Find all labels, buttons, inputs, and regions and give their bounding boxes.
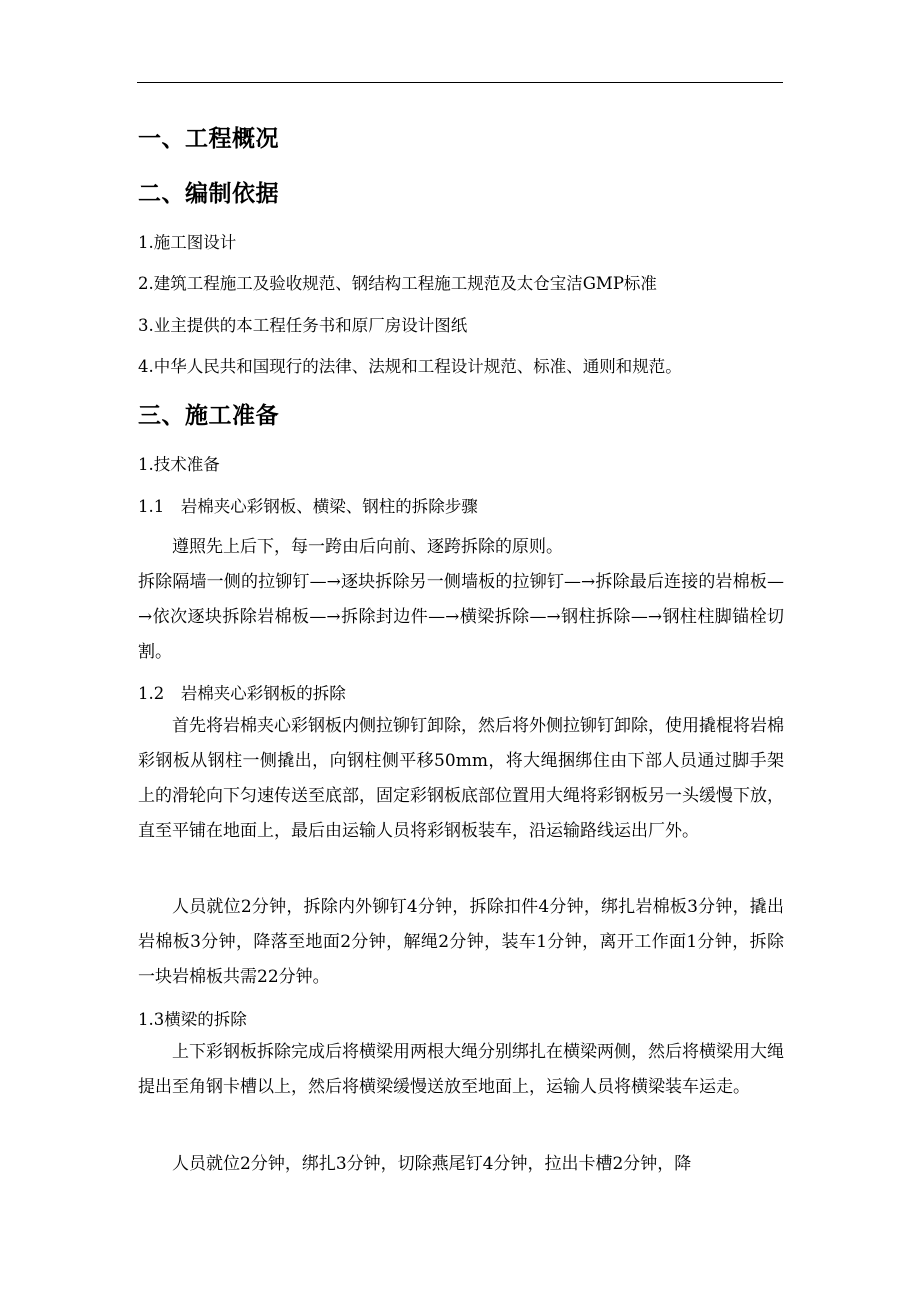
header-rule bbox=[137, 82, 783, 83]
basis-item-3: 3.业主提供的本工程任务书和原厂房设计图纸 bbox=[138, 316, 468, 335]
heading-preparation: 三、施工准备 bbox=[138, 403, 279, 429]
paragraph-panel-removal: 首先将岩棉夹心彩钢板内侧拉铆钉卸除，然后将外侧拉铆钉卸除，使用撬棍将岩棉彩钢板从钢柱一侧撬出，向钢柱侧平移50mm，将大绳捆绑住由下部人员通过脚手架上的滑轮向下匀速传送至底部，固定彩钢板底部位置用大绳将彩钢板另一头缓慢下放，直至平铺在地面上，最后由运输人员将彩钢板装车，沿运输路线运出厂外。 bbox=[138, 716, 784, 841]
basis-item-1: 1.施工图设计 bbox=[138, 233, 237, 252]
section-1-2: 1.2 岩棉夹心彩钢板的拆除 bbox=[138, 684, 346, 703]
section-1-3: 1.3横梁的拆除 bbox=[138, 1010, 247, 1029]
paragraph-principle: 遵照先上后下，每一跨由后向前、逐跨拆除的原则。 bbox=[172, 537, 563, 557]
basis-item-4: 4.中华人民共和国现行的法律、法规和工程设计规范、标准、通则和规范。 bbox=[138, 357, 682, 376]
heading-basis: 二、编制依据 bbox=[138, 181, 279, 207]
section-tech-prep: 1.技术准备 bbox=[138, 455, 220, 474]
paragraph-steps: 拆除隔墙一侧的拉铆钉—→逐块拆除另一侧墙板的拉铆钉—→拆除最后连接的岩棉板—→依次逐块拆除岩棉板—→拆除封边件—→横梁拆除—→钢柱拆除—→钢柱柱脚锚栓切割。 bbox=[138, 572, 784, 662]
section-1-1: 1.1 岩棉夹心彩钢板、横梁、钢柱的拆除步骤 bbox=[138, 497, 478, 516]
paragraph-beam-timing: 人员就位2分钟，绑扎3分钟，切除燕尾钉4分钟，拉出卡槽2分钟，降 bbox=[172, 1154, 692, 1174]
paragraph-panel-timing: 人员就位2分钟，拆除内外铆钉4分钟，拆除扣件4分钟，绑扎岩棉板3分钟，撬出岩棉板3分钟，降落至地面2分钟，解绳2分钟，装车1分钟，离开工作面1分钟，拆除一块岩棉板共需22分钟。 bbox=[138, 897, 784, 987]
basis-item-2: 2.建筑工程施工及验收规范、钢结构工程施工规范及太仓宝洁GMP标准 bbox=[138, 274, 657, 293]
paragraph-beam-removal: 上下彩钢板拆除完成后将横梁用两根大绳分别绑扎在横梁两侧，然后将横梁用大绳提出至角钢卡槽以上，然后将横梁缓慢送放至地面上，运输人员将横梁装车运走。 bbox=[138, 1042, 784, 1097]
heading-project-overview: 一、工程概况 bbox=[138, 126, 279, 152]
